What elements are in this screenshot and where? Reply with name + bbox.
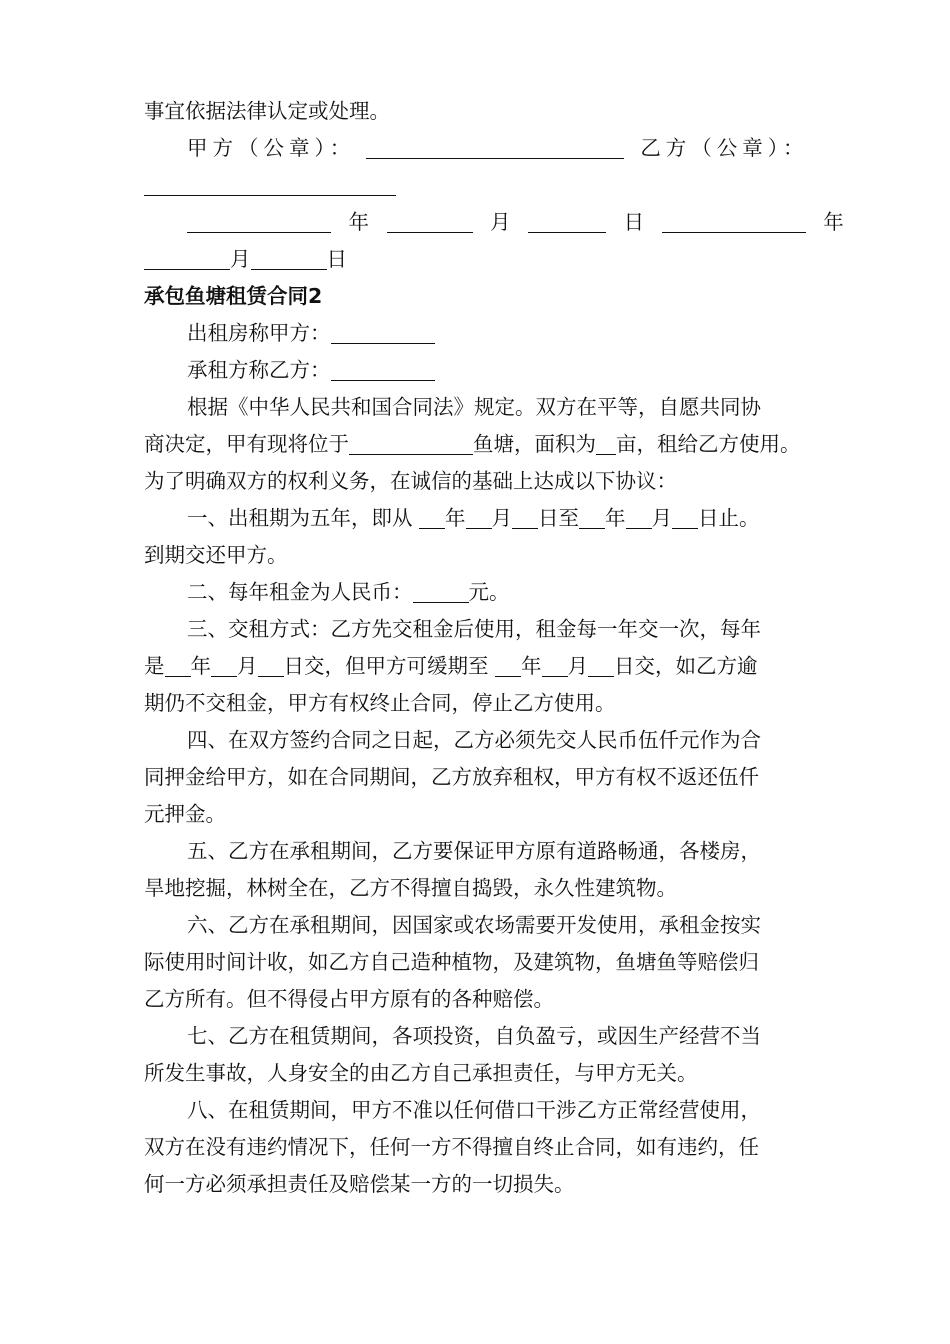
clause-4: 四、在双方签约合同之日起，乙方必须先交人民币伍仟元作为合 xyxy=(187,728,761,752)
party-b-seal-label: 乙方（公章）： xyxy=(640,136,809,160)
blank xyxy=(413,578,469,603)
year-label: 年 xyxy=(823,210,844,234)
blank xyxy=(165,652,191,677)
blank xyxy=(662,208,806,233)
blank xyxy=(588,652,614,677)
text-line: 所发生事故，人身安全的由乙方自己承担责任，与甲方无关。 xyxy=(144,1061,698,1085)
section-heading: 承包鱼塘租赁合同2 xyxy=(144,284,323,308)
clause-7: 七、乙方在租赁期间，各项投资，自负盈亏，或因生产经营不当 xyxy=(187,1024,761,1048)
text-line: 根据《中华人民共和国合同法》规定。双方在平等，自愿共同协 xyxy=(187,395,761,419)
lessee-line xyxy=(144,352,824,389)
text-line: 为了明确双方的权利义务，在诚信的基础上达成以下协议： xyxy=(144,469,677,493)
clause-1: 一、出租期为五年，即从 年 月 日至 年 月 日止。 xyxy=(187,506,760,530)
text-line: 商决定，甲有现将位于 鱼塘，面积为 亩，租给乙方使用。 xyxy=(144,432,801,456)
date-line-continued xyxy=(144,241,824,278)
blank xyxy=(387,208,473,233)
blank xyxy=(672,504,698,529)
seal-line xyxy=(144,130,824,167)
blank xyxy=(512,504,538,529)
month-label: 月 xyxy=(490,210,511,234)
text-line: 是 年 月 日交，但甲方可缓期至 年 月 日交，如乙方逾 xyxy=(144,654,758,678)
text-line: 际使用时间计收，如乙方自己造种植物，及建筑物，鱼塘鱼等赔偿归 xyxy=(144,950,759,974)
blank xyxy=(331,356,435,381)
blank xyxy=(419,504,445,529)
text-line: 旱地挖掘，林树全在，乙方不得擅自捣毁，永久性建筑物。 xyxy=(144,876,677,900)
party-a-seal-label: 甲方（公章）： xyxy=(187,136,356,160)
text-line: 同押金给甲方，如在合同期间，乙方放弃租权，甲方有权不返还伍仟 xyxy=(144,765,759,789)
blank xyxy=(251,245,327,270)
blank xyxy=(528,208,606,233)
day-label: 日 xyxy=(623,210,645,234)
blank xyxy=(579,504,605,529)
text-line: 乙方所有。但不得侵占甲方原有的各种赔偿。 xyxy=(144,987,554,1011)
lessor-line xyxy=(144,315,824,352)
text-line: 元押金。 xyxy=(144,802,226,826)
blank xyxy=(144,245,230,270)
text-line: 期仍不交租金，甲方有权终止合同，停止乙方使用。 xyxy=(144,691,616,715)
blank xyxy=(596,430,616,455)
clause-3: 三、交租方式：乙方先交租金后使用，租金每一年交一次，每年 xyxy=(187,617,761,641)
blank xyxy=(144,171,396,196)
clause-5: 五、乙方在承租期间，乙方要保证甲方原有道路畅通，各楼房， xyxy=(187,839,761,863)
blank xyxy=(466,504,492,529)
lessor-label: 出租房称甲方： xyxy=(187,321,331,345)
text-line: 何一方必须承担责任及赔偿某一方的一切损失。 xyxy=(144,1172,575,1196)
clause-6: 六、乙方在承租期间，因国家或农场需要开发使用，承租金按实 xyxy=(187,913,761,937)
blank xyxy=(258,652,284,677)
clause-2: 二、每年租金为人民币： 元。 xyxy=(187,580,510,604)
text-line: 到期交还甲方。 xyxy=(144,543,288,567)
blank xyxy=(211,652,237,677)
blank xyxy=(366,134,624,159)
document-page xyxy=(144,93,844,1203)
blank xyxy=(495,652,521,677)
lessee-label: 承租方称乙方： xyxy=(187,358,331,382)
blank xyxy=(349,430,473,455)
text-line: 双方在没有违约情况下，任何一方不得擅自终止合同，如有违约，任 xyxy=(144,1135,759,1159)
blank xyxy=(187,208,331,233)
year-label: 年 xyxy=(348,210,370,234)
day-label: 日 xyxy=(326,247,347,271)
blank xyxy=(331,319,435,344)
text-line: 事宜依据法律认定或处理。 xyxy=(144,99,390,123)
blank xyxy=(626,504,652,529)
seal-line-continued xyxy=(144,167,824,204)
blank xyxy=(542,652,568,677)
clause-8: 八、在租赁期间，甲方不准以任何借口干涉乙方正常经营使用， xyxy=(187,1098,761,1122)
month-label: 月 xyxy=(230,247,251,271)
date-line xyxy=(144,204,844,241)
